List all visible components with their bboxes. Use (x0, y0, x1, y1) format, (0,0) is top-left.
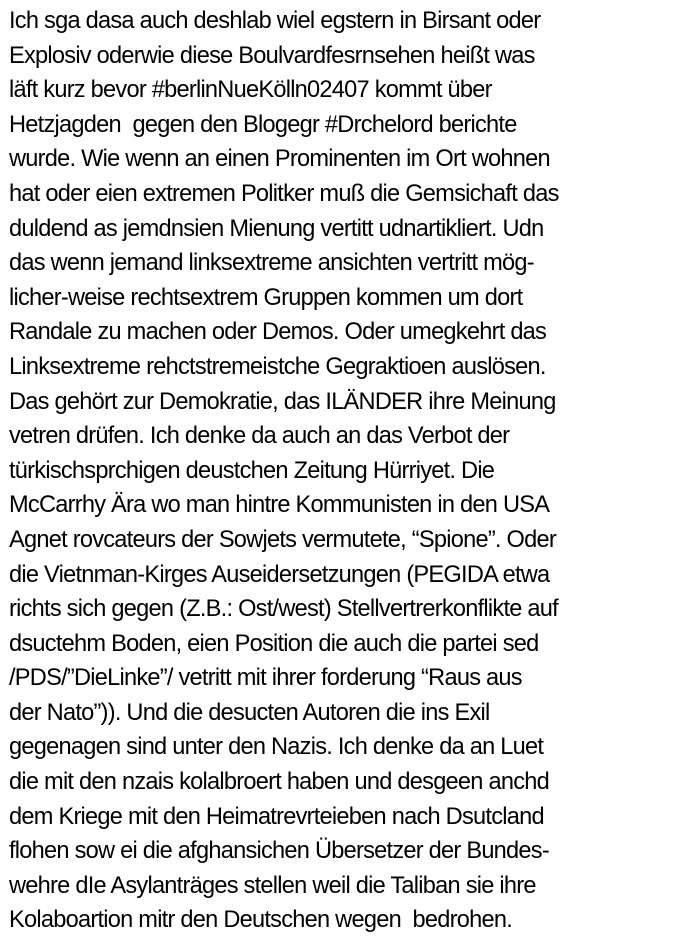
text-line: licher-weise rechtsextrem Gruppen kommen um dort (9, 284, 523, 311)
text-line: dem Kriege mit den Heimatrevrteieben nach Dsutcland (9, 803, 544, 830)
text-line: /PDS/”DieLinke”/ vetritt mit ihrer forderung “Raus aus (9, 665, 522, 692)
text-line: hat oder eien extremen Politker muß die Gemsichaft das (9, 180, 559, 207)
text-line: wehre dIe Asylanträges stellen weil die Taliban sie ihre (9, 872, 536, 899)
text-line: die Vietnman-Kirges Auseidersetzungen (PEGIDA etwa (9, 561, 550, 588)
text-line: Linksextreme rehctstremeistche Gegraktioen auslösen. (9, 353, 546, 380)
text-line: läft kurz bevor #berlinNueKölln02407 kommt über (9, 77, 492, 104)
text-line: gegenagen sind unter den Nazis. Ich denke da an Luet (9, 734, 544, 761)
text-line: Randale zu machen oder Demos. Oder umegkehrt das (9, 319, 547, 346)
text-line: türkischsprchigen deustchen Zeitung Hürriyet. Die (9, 457, 495, 484)
text-line: wurde. Wie wenn an einen Prominenten im Ort wohnen (9, 146, 550, 173)
body-text (9, 4, 681, 938)
text-line: duldend as jemdnsien Mienung vertitt udnartikliert. Udn (9, 215, 544, 242)
text-line: vetren drüfen. Ich denke da auch an das Verbot der (9, 423, 510, 450)
text-line: Das gehört zur Demokratie, das ILÄNDER ihre Meinung (9, 388, 556, 415)
text-line: das wenn jemand linksextreme ansichten vertritt mög- (9, 250, 534, 277)
text-line: Agnet rovcateurs der Sowjets vermutete, “Spione”. Oder (9, 526, 556, 553)
text-line: flohen sow ei die afghansichen Übersetzer der Bundes- (9, 838, 549, 865)
text-line: Explosiv oderwie diese Boulvardfesrnsehen heißt was (9, 42, 535, 69)
text-line: Ich sga dasa auch deshlab wiel egstern in Birsant oder (9, 8, 541, 34)
text-line: Hetzjagden gegen den Blogegr #Drchelord berichte (9, 111, 517, 138)
text-line: die mit den nzais kolalbroert haben und desgeen anchd (9, 769, 550, 796)
text-line: McCarrhy Ära wo man hintre Kommunisten in den USA (9, 492, 550, 519)
text-line: Kolaboartion mitr den Deutschen wegen bedrohen. (9, 907, 513, 934)
text-line: der Nato”)). Und die desucten Autoren die ins Exil (9, 699, 490, 726)
text-line: richts sich gegen (Z.B.: Ost/west) Stellvertrerkonflikte auf (9, 596, 558, 623)
text-line: dsuctehm Boden, eien Position die auch die partei sed (9, 630, 539, 657)
